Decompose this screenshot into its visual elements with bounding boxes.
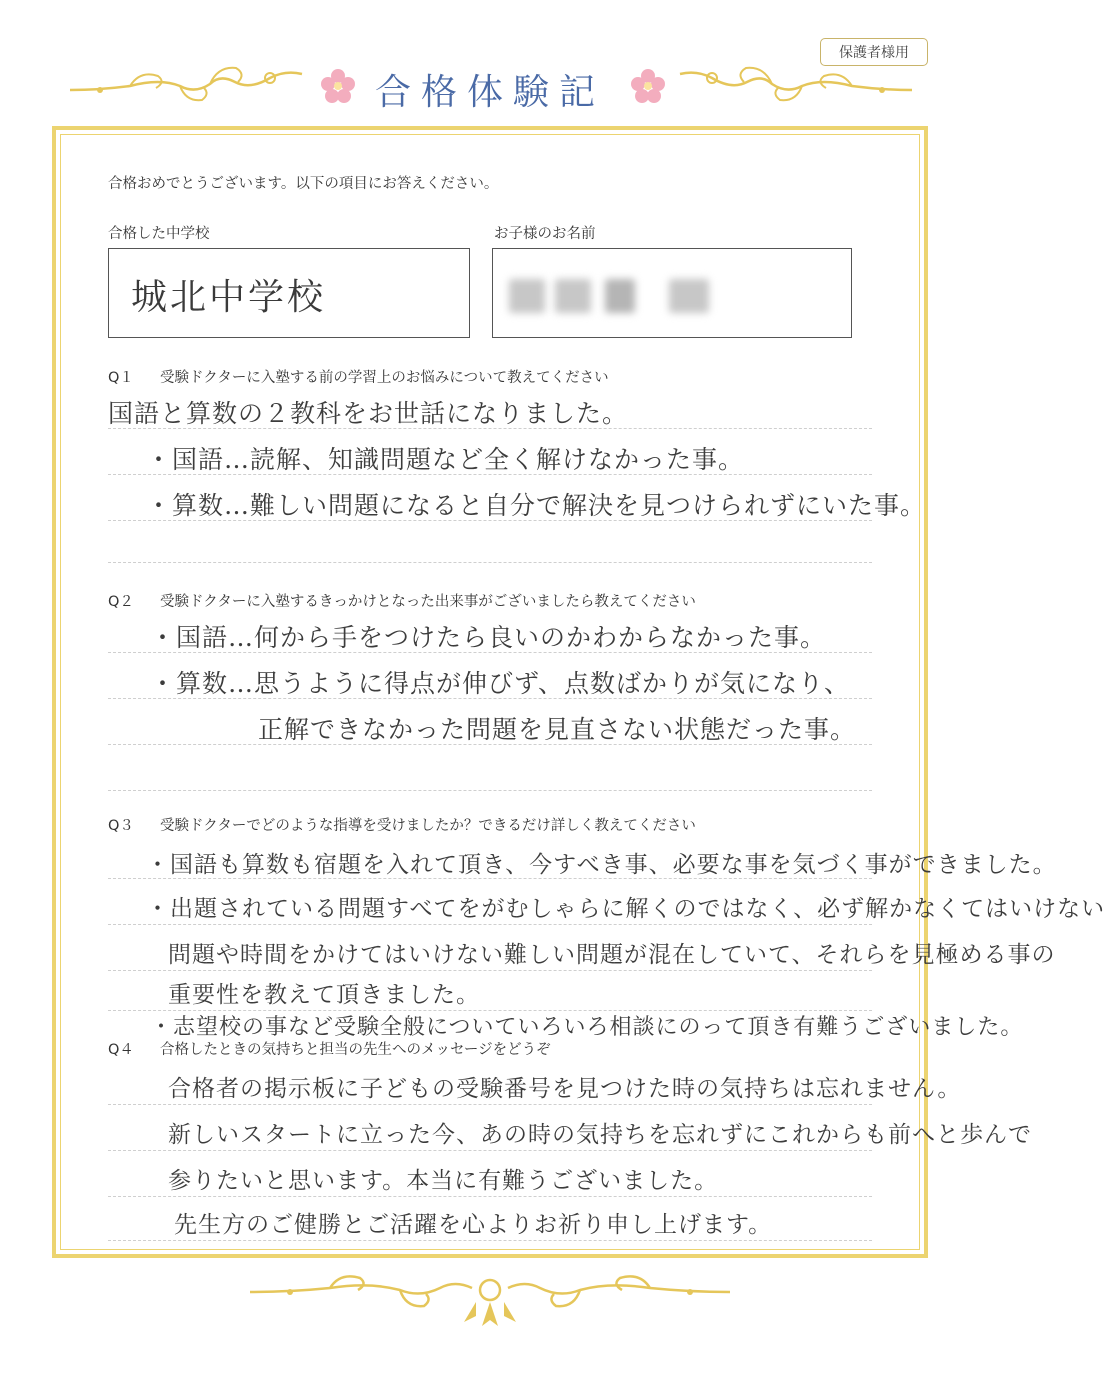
audience-badge: 保護者様用 bbox=[820, 38, 928, 66]
q2-label bbox=[108, 590, 696, 611]
q4-number: Q４ bbox=[108, 1042, 134, 1058]
redacted-name bbox=[509, 275, 729, 317]
q4-answer-line: 参りたいと思います。本当に有難うございました。 bbox=[168, 1168, 719, 1194]
rule bbox=[108, 1104, 872, 1105]
q3-answer-line: ・国語も算数も宿題を入れて頂き、今すべき事、必要な事を気づく事ができました。 bbox=[146, 852, 1057, 878]
q1-answer-line: 国語と算数の２教科をお世話になりました。 bbox=[108, 399, 629, 428]
intro-text: 合格おめでとうございます。以下の項目にお答えください。 bbox=[108, 176, 499, 192]
q4-answer-line: 新しいスタートに立った今、あの時の気持ちを忘れずにこれからも前へと歩んで bbox=[168, 1122, 1032, 1148]
rule bbox=[108, 1240, 872, 1241]
page-title: 合格体験記 bbox=[374, 72, 605, 113]
rule bbox=[108, 1150, 872, 1151]
q4-label bbox=[108, 1038, 551, 1059]
q4-answer-line: 合格者の掲示板に子どもの受験番号を見つけた時の気持ちは忘れません。 bbox=[168, 1076, 962, 1102]
rule bbox=[108, 790, 872, 791]
left-scroll-ornament bbox=[70, 60, 310, 110]
q3-answer-line: ・志望校の事など受験全般についていろいろ相談にのって頂き有難うございました。 bbox=[150, 1015, 1024, 1040]
child-name-label: お子様のお名前 bbox=[494, 226, 596, 242]
q4-answer-line: 先生方のご健勝とご活躍を心よりお祈り申し上げます。 bbox=[174, 1212, 773, 1238]
bottom-scroll-ornament bbox=[250, 1268, 730, 1330]
q3-answer-line: 問題や時間をかけてはいけない難しい問題が混在していて、それらを見極める事の bbox=[168, 942, 1056, 968]
right-scroll-ornament bbox=[672, 60, 912, 110]
school-name: 城北中学校 bbox=[131, 277, 327, 318]
school-label: 合格した中学校 bbox=[108, 226, 210, 242]
right-flower-icon bbox=[628, 66, 668, 106]
q3-answer-line: 重要性を教えて頂きました。 bbox=[168, 982, 480, 1008]
q3-number: Q３ bbox=[108, 818, 134, 834]
q4-question: 合格したときの気持ちと担当の先生へのメッセージをどうぞ bbox=[160, 1042, 551, 1058]
rule bbox=[108, 1196, 872, 1197]
q2-question: 受験ドクターに入塾するきっかけとなった出来事がございましたら教えてください bbox=[160, 594, 696, 610]
q3-answer-line: ・出題されている問題すべてをがむしゃらに解くのではなく、必ず解かなくてはいけない bbox=[146, 896, 1105, 922]
q2-answer-line: ・国語…何から手をつけたら良いのかわからなかった事。 bbox=[150, 623, 827, 652]
rule bbox=[108, 924, 872, 925]
q2-answer-line: 正解できなかった問題を見直さない状態だった事。 bbox=[258, 715, 857, 744]
child-name-box bbox=[492, 248, 852, 338]
q3-question: 受験ドクターでどのような指導を受けましたか？できるだけ詳しく教えてください bbox=[160, 818, 696, 834]
rule bbox=[108, 970, 872, 971]
school-box bbox=[108, 248, 470, 338]
q2-number: Q２ bbox=[108, 594, 134, 610]
q3-label bbox=[108, 814, 696, 835]
q1-question: 受験ドクターに入塾する前の学習上のお悩みについて教えてください bbox=[160, 370, 609, 386]
q1-answer-line: ・国語…読解、知識問題など全く解けなかった事。 bbox=[146, 445, 745, 474]
rule bbox=[108, 562, 872, 563]
q1-answer-line: ・算数…難しい問題になると自分で解決を見つけられずにいた事。 bbox=[146, 491, 927, 520]
page-header bbox=[0, 52, 980, 124]
q1-label bbox=[108, 366, 609, 387]
q2-answer-line: ・算数…思うように得点が伸びず、点数ばかりが気になり、 bbox=[150, 669, 851, 698]
q1-number: Q１ bbox=[108, 370, 134, 386]
